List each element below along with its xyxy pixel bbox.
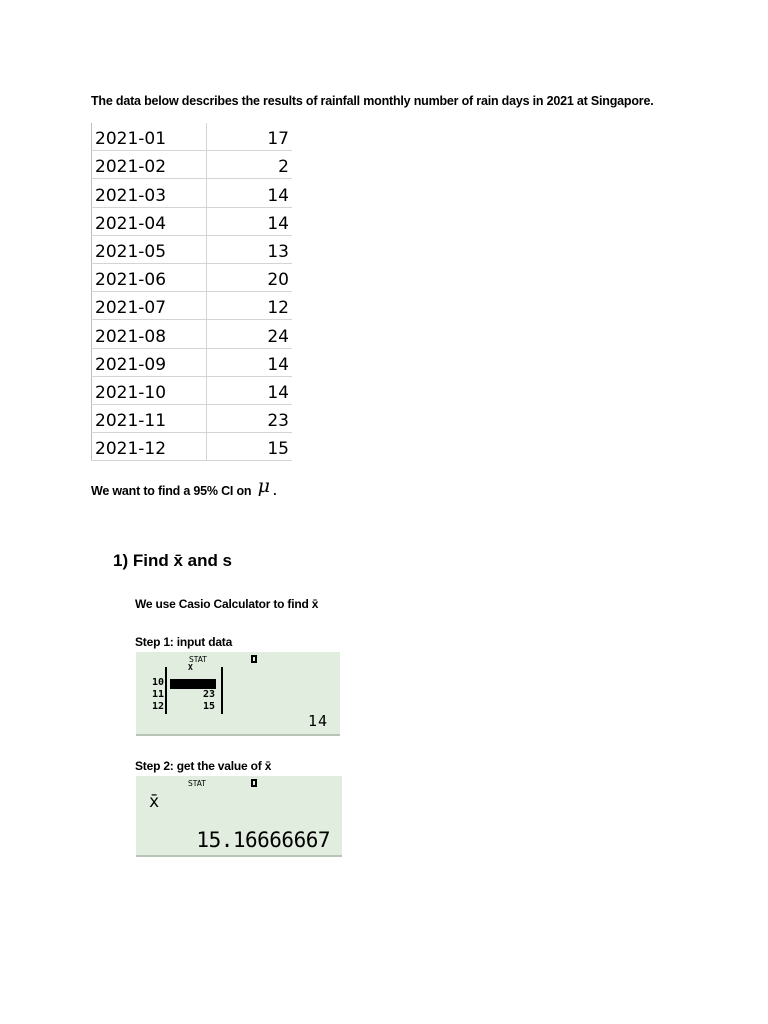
degree-mode-icon (251, 779, 257, 787)
table-row (92, 292, 293, 320)
intro-text: The data below describes the results of rainfall monthly number of rain days in 2021 at Singapore. (91, 94, 654, 108)
table-row (92, 151, 293, 179)
row-value: 23 (203, 689, 216, 700)
variable-label: x̄ (149, 792, 160, 812)
table-row (92, 263, 293, 291)
ci-period: . (273, 484, 277, 498)
mu-symbol: μ (257, 475, 270, 497)
table-right-rule (221, 667, 223, 714)
month-cell: 2021-09 (92, 348, 207, 376)
step1-text: Step 1: input data (135, 635, 233, 649)
table-left-rule (165, 667, 167, 714)
ci-text: We want to find a 95% CI on (91, 484, 252, 498)
table-row (92, 404, 293, 432)
column-header: X (188, 663, 193, 672)
row-value: 15 (203, 701, 216, 712)
month-cell: 2021-01 (92, 123, 207, 151)
cursor-highlight (170, 679, 216, 689)
table-row (92, 320, 293, 348)
stat-indicator: STAT (188, 779, 206, 788)
month-cell: 2021-12 (92, 433, 207, 461)
table-row (92, 179, 293, 207)
rain-days-cell: 12 (207, 292, 293, 320)
row-label: 11 (152, 689, 165, 700)
row-label: 10 (152, 677, 165, 688)
rain-days-cell: 14 (207, 348, 293, 376)
rain-days-cell: 14 (207, 207, 293, 235)
table-row (92, 235, 293, 263)
stat-indicator: STAT (189, 655, 207, 664)
result-value: 15.16666667 (196, 828, 330, 852)
casio-text: We use Casio Calculator to find x̄ (135, 597, 319, 611)
rain-days-cell: 17 (207, 123, 293, 151)
section-title: 1) Find x̄ and s (113, 551, 233, 570)
month-cell: 2021-06 (92, 263, 207, 291)
input-value: 14 (307, 712, 328, 730)
calculator-screen-step1 (136, 652, 340, 736)
table-row (92, 207, 293, 235)
rain-days-cell: 23 (207, 404, 293, 432)
rain-days-cell: 15 (207, 433, 293, 461)
ci-statement (91, 475, 277, 500)
rain-days-cell: 13 (207, 235, 293, 263)
row-label: 12 (152, 701, 165, 712)
month-cell: 2021-11 (92, 404, 207, 432)
rainfall-table (91, 123, 292, 461)
month-cell: 2021-07 (92, 292, 207, 320)
rain-days-cell: 14 (207, 376, 293, 404)
calculator-screen-step2 (136, 776, 342, 857)
step2-text: Step 2: get the value of x̄ (135, 759, 272, 773)
month-cell: 2021-10 (92, 376, 207, 404)
table-row (92, 123, 293, 151)
degree-mode-icon (251, 655, 257, 663)
table-row (92, 348, 293, 376)
month-cell: 2021-03 (92, 179, 207, 207)
month-cell: 2021-02 (92, 151, 207, 179)
month-cell: 2021-04 (92, 207, 207, 235)
rain-days-cell: 20 (207, 263, 293, 291)
month-cell: 2021-08 (92, 320, 207, 348)
month-cell: 2021-05 (92, 235, 207, 263)
rain-days-cell: 14 (207, 179, 293, 207)
table-row (92, 433, 293, 461)
table-row (92, 376, 293, 404)
rain-days-cell: 24 (207, 320, 293, 348)
rain-days-cell: 2 (207, 151, 293, 179)
